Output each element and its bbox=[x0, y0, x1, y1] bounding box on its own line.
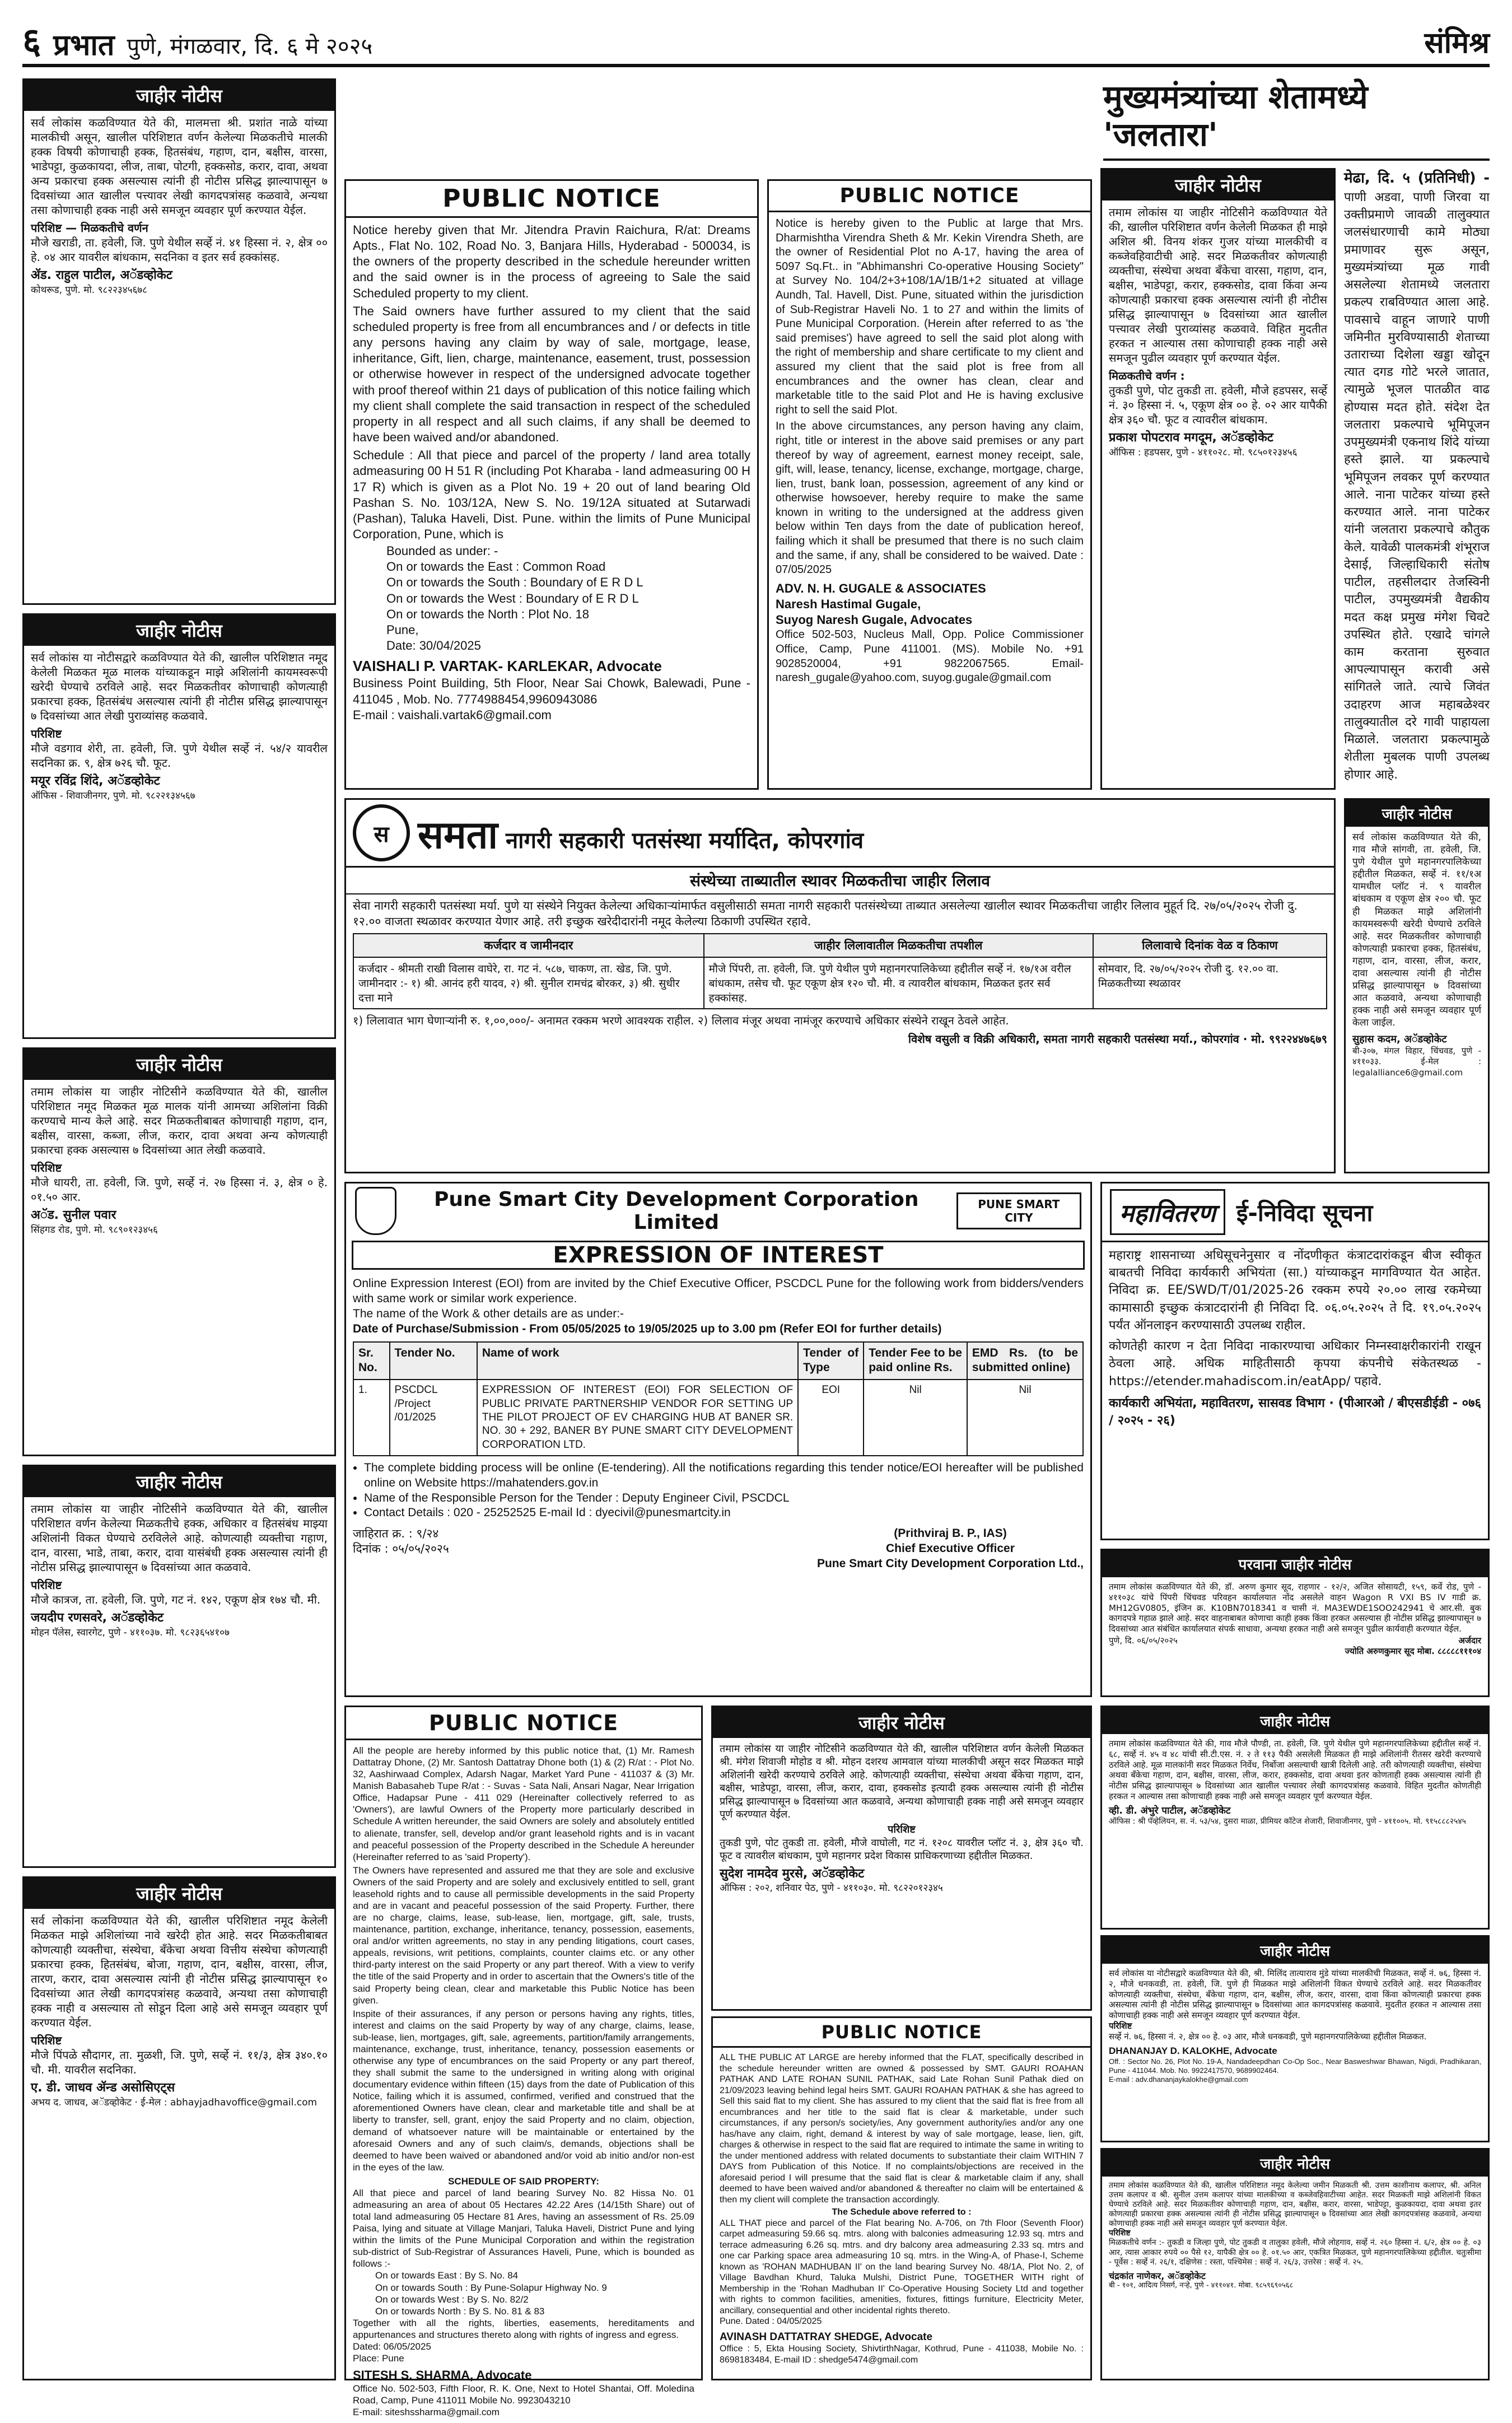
tender-dates: Date of Purchase/Submission - From 05/05/2025 to 19/05/2025 up to 3.00 pm (Refer EOI for further details) bbox=[353, 1322, 942, 1335]
signatory-org: Pune Smart City Development Corporation Ltd., bbox=[816, 1557, 1084, 1571]
public-notice-vartak bbox=[344, 179, 759, 790]
boundary-line: Bounded as under: - bbox=[386, 544, 498, 558]
col-header: कर्जदार व जामीनदार bbox=[353, 934, 704, 957]
pune-smart-city-logo: PUNE SMART CITY bbox=[956, 1192, 1081, 1229]
notice-title: जाहीर नोटीस bbox=[24, 615, 334, 646]
notice-right-3 bbox=[1100, 1706, 1490, 1930]
boundary-line: On or towards South : By Pune-Solapur Highway No. 9 bbox=[375, 2282, 607, 2293]
advocate-address: Off. : Sector No. 26, Plot No. 19-A, Nandadeepdhan Co-Op Soc., Near Basweshwar Bhawan, Nigdi, Pradhikaran, Pune - 411044. Mob. No. 9922417570, 9689902464. bbox=[1109, 2057, 1481, 2075]
brand-name: प्रभात bbox=[53, 29, 115, 62]
notice-title: जाहीर नोटीस bbox=[24, 80, 334, 111]
samata-footer: १) लिलावात भाग घेणाऱ्यांनी रु. १,००,०००/- अनामत रक्कम भरणे आवश्यक राहील. २) लिलाव मंजूर अथवा नामंजूर करण्याचे अधिकार संस्थेने राखून ठेवले आहेत. bbox=[353, 1013, 1009, 1027]
tender-intro-2: The name of the Work & other details are as under:- bbox=[353, 1307, 624, 1320]
advocate-name: Naresh Hastimal Gugale, bbox=[776, 597, 921, 611]
tender-bullet: • Name of the Responsible Person for the Tender : Deputy Engineer Civil, PSCDCL bbox=[364, 1491, 1084, 1506]
table-cell: मौजे पिंपरी, ता. हवेली, जि. पुणे येथील पुणे महानगरपालिकेच्या हद्दीतील सर्व्हे नं. १७/१अ वरील बांधकाम, तसेच चौ. फूट एकूण क्षेत्र १२० चौ. मी. व त्यावरील बांधकाम, मिळकत इतर सर्व हक्कांसह. bbox=[704, 957, 1093, 1009]
masthead bbox=[22, 22, 1490, 67]
advertisement-date: दिनांक : ०५/०५/२०२५ bbox=[353, 1542, 449, 1556]
notice-body-2: In the above circumstances, any person having any claim, right, title or interest in the above said premises or any part thereof by way of agreement, earnest money receipt, sale, gift, will, lease, tenancy, license, exchange, mortgage, charge, lien, trust, bank loan, possession, agreement of any kind or otherwise howsoever, hereby require to make the same known in writing to the undersigned at the address given below within Ten days from the date of publication hereof, failing which it shall be presumed that there is no such claim and the same, if any, shall be considered to be waived. Date : 07/05/2025 bbox=[776, 420, 1084, 576]
notice-body: ALL THE PUBLIC AT LARGE are hereby informed that the FLAT, specifically described in the schedule hereunder written are owned & possessed by SMT. GAURI ROAHAN PATHAK AND LATE ROHAN SUNIL PATHAK, said Late Rohan Sunil Pathak died on 21/09/2023 leaving behind legal heirs SMT. GAURI ROAHAN PATHAK & she has agreed to Sell this said flat to my client. She has assured to my client that the said flat is free from all encumbrances and her title to the said flat is clear & marketable, under such circumstances, if any person/s society/ies, Any government authority/ies and/or any one has/have any claim, right, demand & interest by way of sale mortgage, lease, lien, gift, charges & otherwise in respect to the said flat are required to intimate the same in writing to the under mentioned address with related documents to substantiate their claim WITHIN 7 DAYS from Publication of this Notice. If no complaints/objections are received in the aforesaid period I will presume that the said flat is clear & marketable claim if any, shall deemed to have been waived and/or abandoned & thereafter no claim will be entertained & then my client will complete the transaction accordingly. bbox=[720, 2053, 1084, 2205]
tender-bullets bbox=[364, 1461, 1084, 1521]
notice-right-5 bbox=[1100, 2148, 1490, 2380]
together-with: Together with all the rights, liberties, easements, hereditaments and appurtenances and structures thereto along with rights of ingress and egress. bbox=[353, 2317, 694, 2340]
notice-body: तमाम लोकांस या जाहीर नोटिसीने कळविण्यात येते की, खालील परिशिष्टात नमूद मिळकत मूळ मालक यांनी आमच्या अशिलांना विक्री करण्याचे मान्य केले आहे. सदर मिळकतीबाबत कोणाचाही गहाण, दान, बक्षीस, वारसा, कब्जा, लीज, करार, दावा अथवा अन्य कोणत्याही प्रकारचा हक्क असल्यास ७ दिवसांच्या आत लेखी कळवावे. bbox=[31, 1085, 328, 1157]
notice-title: जाहीर नोटीस bbox=[1102, 1707, 1488, 1734]
schedule-title: SCHEDULE OF SAID PROPERTY: bbox=[448, 2175, 599, 2187]
notice-body: Notice hereby given that Mr. Jitendra Pravin Raichura, R/at: Dreams Apts., Flat No. 102, Road No. 3, Banjara Hills, Hyderabad - 500034, is the owners of the property described in the schedule hereunder written and the said owner is in the process of agreeing to Sale the said Scheduled property to my client. bbox=[353, 223, 750, 300]
col-header: EMD Rs. (to be submitted online) bbox=[967, 1342, 1083, 1380]
notice-title: PUBLIC NOTICE bbox=[713, 2018, 1090, 2048]
table-cell: कर्जदार - श्रीमती राखी विलास वाघेरे, रा. गट नं. ५८७, चाकण, ता. खेड, जि. पुणे. जामीनदार :- १) श्री. आनंद हरी यादव, २) श्री. सुनील रामचंद्र बोरकर, ३) श्री. सुधीर दत्ता माने bbox=[353, 957, 704, 1009]
applicant-name: ज्योति अरुणकुमार सूद bbox=[1345, 1646, 1415, 1656]
notice-date: Dated: 06/05/2025 bbox=[353, 2341, 431, 2352]
tender-heading: EXPRESSION OF INTEREST bbox=[352, 1241, 1085, 1270]
boundary-line: On or towards the West : Boundary of E R D L bbox=[386, 591, 639, 605]
signatory-name: (Prithviraj B. P., IAS) bbox=[894, 1527, 1007, 1540]
advocate-name: मयूर रविंद्र शिंदे, अॅडव्होकेट bbox=[31, 774, 160, 788]
notice-body: तमाम लोकांस या जाहीर नोटिसीने कळविण्यात येते की, खालील परिशिष्टात वर्णन केलेली मिळकत ही माझे अशिल श्री. विनय शंकर गुजर यांच्या मालकीची व कब्जेवहिवाटीची आहे. सदर मिळकतीवर कोणत्याही व्यक्तीचा, संस्थेचा अथवा बँकेचा वारसा, गहाण, दान, बक्षीस, भाडेपट्टा, करार, हक्कसोड, दावा किंवा अन्य कोणत्याही प्रकारचा हक्क असल्यास त्यांनी ही नोटीस प्रसिद्ध झाल्यापासून ७ दिवसांच्या आत खालील पत्त्यावर लेखी पुराव्यांसह कळवावे. विहित मुदतीत हरकत न आल्यास तसा कोणाचाही हक्क नाही असे समजून पुढील व्यवहार पूर्ण करण्यात येईल. bbox=[1109, 206, 1327, 365]
story-headline-area bbox=[1103, 78, 1490, 162]
schedule-text: मौजे पिंपळे सौदागर, ता. मुळशी, जि. पुणे, सर्व्हे नं. ११/३, क्षेत्र ३४०.१० चौ. मी. यावरील सदनिका. bbox=[31, 2048, 328, 2076]
notice-body: तमाम लोकांस कळविण्यात येते की, गाव मौजे पौण्डी, ता. हवेली, जि. पुणे येथील पुणे महानगरपालिकेच्या हद्दीतील सर्व्हे नं. ६८, सर्व्हे नं. ४५ व ४८ यांची सी.टी.एस. नं. २ ते ११३ पैकी असलेली मिळकत ही माझे अशिलांनी रीतसर खरेदी करण्याचे ठरविले आहे. मूळ मालकांनी सदर मिळकत निर्वेध, निर्बोजा असल्याची खात्री दिलेली आहे. तरी कोणत्याही व्यक्तीचा, संस्थेचा अथवा बँकेचा गहाण, दान, बक्षीस, वारसा, लीज, करार, हक्कसोड, दावा अथवा इतर कोणताही हक्क असल्यास त्यांनी ही नोटीस प्रसिद्ध झाल्यापासून ७ दिवसांच्या आत खालील पत्त्यावर लेखी कागदपत्रांसह कळवावे. विहित मुदतीत कोणतीही हरकत न आल्यास तसा कोणाचाही हक्क नाही असे समजून व्यवहार पूर्ण करण्यात येईल. bbox=[1109, 1739, 1481, 1801]
etender-title: ई-निविदा सूचना bbox=[1236, 1199, 1373, 1227]
notice-right-4 bbox=[1100, 1935, 1490, 2142]
samata-auction-notice bbox=[344, 798, 1336, 1173]
notice-body-2: The Said owners have further assured to my client that the said scheduled property is free from all encumbrances and / or defects in title any persons having any claim by way of sale, mortgage, lease, inheritance, Gift, lien, charge, maintenance, easement, trust, possession or otherwise however in respect of the undersigned advocate together with proof thereof within 21 days of publication of this notice failing which my client shall complete the said transaction in respect of the scheduled property in all respect and all such claims, if any shall be deemed to have been waived and/or abandoned. bbox=[353, 304, 750, 445]
notice-title: जाहीर नोटीस bbox=[1102, 170, 1334, 201]
advocate-address: ऑफिस : श्री पॅव्हेलियन, स. नं. ५३/५४, दुसरा माळा, प्रीमियर कॉटेज शेजारी, शिवाजीनगर, पुणे - ४११००५. मो. ९१५८८८२५४५ bbox=[1109, 1816, 1466, 1826]
notice-col1-5 bbox=[22, 1876, 336, 2380]
advocate-name: VAISHALI P. VARTAK- KARLEKAR, Advocate bbox=[353, 658, 662, 675]
schedule-text: मिळकतीचे वर्णन :- तुकडी व जिल्हा पुणे, पोट तुकडी व तालुका हवेली, मौजे लोहगाव, सर्व्हे नं. २६० हिस्सा नं. ६/२, क्षेत्र ०० हे. ०३ आर, त्यास आकार रुपये ०० पैसे १२, यापैकी क्षेत्र ०० हे. ०१.५० आर, एकत्रित मिळकत, पुणे महानगरपालिकेच्या हद्दीतील. चतुःसीमा - पूर्वेस : सर्व्हे नं. २६/१, दक्षिणेस : रस्ता, पश्चिमेस : सर्व्हे नं. २६/३, उत्तरेस : सर्व्हे नं. २५. bbox=[1109, 2238, 1481, 2267]
notice-body: तमाम लोकांस या जाहीर नोटिसीने कळविण्यात येते की, खालील परिशिष्टात वर्णन केलेल्या मिळकतीचे हक्क, अधिकार व हितसंबंध माझ्या अशिलांनी विकत घेण्याचे ठरविलेले आहे. कोणत्याही व्यक्तीचा गहाण, दान, वारसा, भाडे, ताबा, करार, दावा यासंबंधी हक्क असल्यास त्यांनी ही नोटीस प्रसिद्ध झाल्यापासून ७ दिवसांच्या आत कळवावे. bbox=[31, 1502, 328, 1574]
schedule-text: मौजे धायरी, ता. हवेली, जि. पुणे, सर्व्हे नं. २७ हिस्सा नं. ३, क्षेत्र ० हे. ०१.५० आर. bbox=[31, 1176, 328, 1204]
etender-contact: कार्यकारी अभियंता, महावितरण, सासवड विभाग · (पीआरओ / बीएसडीईडी - ०७६ / २०२५ - २६) bbox=[1109, 1396, 1481, 1428]
tender-intro: Online Expression Interest (EOI) from are invited by the Chief Executive Officer, PSCDCL Pune for the following work from bidders/venders with same work or similar work experience. bbox=[353, 1277, 1084, 1305]
boundary-line: On or towards North : By S. No. 81 & 83 bbox=[375, 2305, 545, 2317]
notice-body: सर्व लोकांस कळविण्यात येते की, मालमत्ता श्री. प्रशांत नाळे यांच्या मालकीची असून, खालील परिशिष्टात वर्णन केलेल्या मिळकतीचे मालकी हक्क विषयी कोणाचाही हक्क, हितसंबंध, गहाण, दान, बक्षीस, वारसा, भाडेपट्टा, कुळकायदा, लीज, ताबा, पोटगी, हक्कसोड, करार, दावा, अथवा अन्य प्रकारचा हक्क असल्यास त्यांनी ही नोटीस प्रसिद्ध झाल्यापासून ७ दिवसांच्या आत खालील पत्त्यावर लेखी कागदपत्रांसह कळवावे, अन्यथा तसा कोणाचाही हक्क नाही असे समजून व्यवहार पूर्ण करण्यात येईल. bbox=[31, 116, 328, 217]
table-cell: Nil bbox=[967, 1380, 1083, 1456]
etender-body: महाराष्ट्र शासनाच्या अधिसूचनेनुसार व नोंदणीकृत कंत्राटदारांकडून बीज स्वीकृत बाबतची निविदा कार्यकारी अभियंता (सा.) यांच्याकडून मागविण्यात येत आहेत. निविदा क्र. EE/SWD/T/01/2025-26 रक्कम रुपये २०.०० लाख रकमेच्या कामासाठी इच्छुक कंत्राटदारांनी ही निविदा दि. ०६.०५.२०२५ ते दि. १९.०५.२०२५ पर्यंत ऑनलाइन करण्यासाठी उपलब्ध राहील. bbox=[1109, 1248, 1481, 1332]
schedule-title: परिशिष्ट bbox=[31, 1161, 62, 1175]
notice-title: PUBLIC NOTICE bbox=[769, 181, 1090, 212]
notice-c3-1 bbox=[711, 1706, 1092, 2011]
schedule-title: परिशिष्ट bbox=[888, 1824, 916, 1836]
schedule-text: मौजे वडगाव शेरी, ता. हवेली, जि. पुणे येथील सर्व्हे नं. ५४/२ यावरील सदनिका क्र. ९, क्षेत्र ७२६ चौ. फूट. bbox=[31, 742, 328, 770]
notice-place-date: Pune. Dated : 04/05/2025 bbox=[720, 2317, 822, 2327]
notice-title: जाहीर नोटीस bbox=[1102, 2150, 1488, 2177]
notice-body-2: The Owners have represented and assured me that they are sole and exclusive Owners of the said Property and are solely and exclusively entitled to sell, grant leasehold rights and to cause all permissible developments in the said Property and are in vacant and peaceful possession of the said Property. Further, there are no charge, claims, lease, sub-lease, lien, mortgage, gift, sale, trusts, maintenance, partition, exchange, inheritance, tenancy, possession, easements, oral and/or written agreements, no stay in any pending litigations, court cases, appeals, revisions, writ petitions, complaints, counter claims etc. or any other third-party interest on the said Property or any part thereof. With a view to verify the title of the said Property and in order to ascertain that the Owners's title of the said Property being clean, clear and marketable this Public Notice has been given. bbox=[353, 1865, 694, 2006]
schedule-title: परिशिष्ट bbox=[31, 2034, 62, 2047]
notice-title: जाहीर नोटीस bbox=[24, 1878, 334, 1909]
boundary-line: On or towards the South : Boundary of E R D L bbox=[386, 575, 643, 590]
table-cell: 1. bbox=[353, 1380, 390, 1456]
advocate-name: जयदीप रणसवरे, अॅडव्होकेट bbox=[31, 1611, 164, 1625]
tender-bullet: • Contact Details : 020 - 25252525 E-mail Id : dyecivil@punesmartcity.in bbox=[364, 1506, 1084, 1521]
notice-place: Place: Pune bbox=[353, 2352, 404, 2364]
advocate-email: E-mail : adv.dhananjaykalokhe@gmail.com bbox=[1109, 2075, 1248, 2084]
advocate-name: व्ही. डी. अंभुरे पाटील, अॅडव्होकेट bbox=[1109, 1805, 1231, 1816]
advocate-name: चंद्रकांत नाणेकर, अॅडव्होकेट bbox=[1109, 2270, 1206, 2281]
public-notice-gugale bbox=[767, 179, 1092, 790]
schedule-title: परिशिष्ट bbox=[31, 727, 62, 740]
table-cell: Nil bbox=[864, 1380, 967, 1456]
notice-place-date: पुणे, दि. ०६/०५/२०२५ bbox=[1109, 1635, 1178, 1646]
advocate-address: Office : 5, Ekta Housing Society, ShivtirthNagar, Kothrud, Pune - 411038, Mobile No. : 8698183484, E-mail ID : shedge5474@gmail.com bbox=[720, 2344, 1084, 2365]
schedule-title: परिशिष्ट bbox=[1109, 2229, 1131, 2238]
notice-title: जाहीर नोटीस bbox=[1346, 800, 1488, 827]
section-name: संमिश्र bbox=[1424, 26, 1490, 60]
schedule-title: परिशिष्ट — मिळकतीचे वर्णन bbox=[31, 221, 148, 235]
signatory-title: Chief Executive Officer bbox=[886, 1542, 1015, 1555]
boundary-line: On or towards the East : Common Road bbox=[386, 560, 606, 574]
etender-body-2: कोणतेही कारण न देता निविदा नाकारण्याचा अधिकार निम्नस्वाक्षरीकारांनी राखून ठेवला आहे. अधिक माहितीसाठी कृपया कंपनीचे संकेतस्थळ - https://etender.mahadiscom.in/eatApp/ पहावे. bbox=[1109, 1339, 1481, 1388]
advocate-name: सुदेश नामदेव मुरसे, अॅडव्होकेट bbox=[720, 1866, 865, 1881]
samata-signature: विशेष वसुली व विक्री अधिकारी, समता नागरी सहकारी पतसंस्था मर्या., कोपरगांव · मो. ९९२२४४७६७९ bbox=[908, 1032, 1327, 1046]
advocate-address: Business Point Building, 5th Floor, Near Sai Chowk, Balewadi, Pune - 411045 , Mob. No. 7774988454,9960943086 bbox=[353, 676, 750, 706]
tender-logo-row bbox=[346, 1183, 1090, 1238]
tender-table bbox=[353, 1341, 1084, 1456]
notice-body: सर्व लोकांस कळविण्यात येते की, गाव मौजे सांगवी, ता. हवेली, जि. पुणे येथील पुणे महानगरपालिकेच्या हद्दीतील मिळकत, सर्व्हे नं. ११/१अ यामधील प्लॉट नं. ९ यावरील बांधकाम व एकूण क्षेत्र २०० चौ. फूट ही मिळकत माझे अशिलांनी कायमस्वरूपी खरेदी घेण्याचे ठरविले आहे. सदर मिळकतीवर कोणाचाही कोणत्याही प्रकारचा हक्क, हितसंबंध, गहाण, दान, वारसा, लीज, करार, दावा असल्यास त्यांनी ही नोटीस प्रसिद्ध झाल्यापासून ७ दिवसांच्या आत कळवावे, अन्यथा कोणाचाही हक्क नाही असे समजून व्यवहार पूर्ण केला जाईल. bbox=[1352, 832, 1481, 1029]
story-column bbox=[1344, 168, 1490, 790]
advocate-address: ऑफिस : २०२, शनिवार पेठ, पुणे - ४११०३०. मो. ९८२२०१२३४५ bbox=[720, 1883, 943, 1894]
samata-intro: सेवा नागरी सहकारी पतसंस्था मर्या. पुणे या संस्थेने नियुक्त केलेल्या अधिकाऱ्यांमार्फत वसुलीसाठी समता नागरी सहकारी पतसंस्थेच्या ताब्यात असलेल्या खालील स्थावर मिळकतीचा जाहीर लिलाव मुहूर्त दि. २७/०५/२०२५ रोजी दु. १२.०० वाजता स्थळावर करण्यात येणार आहे. तरी इच्छुक खरेदीदारांनी नमूद केलेल्या ठिकाणी उपस्थित रहावे. bbox=[353, 899, 1298, 929]
boundary-line: On or towards the North : Plot No. 18 bbox=[386, 607, 589, 621]
notice-title: जाहीर नोटीस bbox=[24, 1466, 334, 1497]
notice-col1-3 bbox=[22, 1047, 336, 1456]
schedule-text: Schedule : All that piece and parcel of the property / land area totally admeasuring 00 H 51 R (including Pot Kharaba - land admeasuring 00 H 17 R) which is given as a Plot No. 19 + 20 out of land bearing Old Pashan S. No. 103/12A, New S. No. 19/12A situated at Sutarwadi (Pashan), Taluka Haveli, Dist. Pune. within the limits of Pune Municipal Corporation, Pune, which is bbox=[353, 448, 750, 541]
notice-body: All the people are hereby informed by this public notice that, (1) Mr. Ramesh Dattatray Dhone, (2) Mr. Santosh Dattatray Dhone both (1) & (2) R/at : - Plot No. 32, Aashirwaad Complex, Adarsh Nagar, Market Yard Pune - 411037 & (3) Mr. Manish Babasaheb Tupe R/at : - Suvas - Sata Nali, Ansari Nagar, Near Irrigation Office, Hadapsar Pune - 411 029 (Hereinafter collectively referred to as 'Owners'), are lawful Owners of the Property more particularly described in Schedule A written hereunder, the said Owners are solely and absolutely entitled to alienate, transfer, sell, develop and/or grant leasehold rights and is in vacant and peaceful possession of the Property described in the Schedule A hereunder (Hereinafter referred to as 'said Property'). bbox=[353, 1745, 694, 1862]
notice-body: तमाम लोकांस कळविण्यात येते की, खालील परिशिष्टात नमूद केलेल्या जमीन मिळकती श्री. उत्तम काशीनाथ कलापर, श्री. अनिल उत्तम कलापर व श्री. सुनील उत्तम कलापर यांच्या मालकीच्या व कब्जेवहिवाटीच्या आहेत. सदर मिळकती माझे अशिलांनी विकत घेण्याचे ठरविले आहे. सदर मिळकतीवर कोणाचाही गहाण, दान, बक्षीस, करार, वारसा, भाडेपट्टा, कुळकायदा, दावा अथवा इतर कोणत्याही प्रकारचा हक्क असल्यास त्यांनी ही नोटीस प्रसिद्ध झाल्यापासून ७ दिवसांच्या आत लेखी कागदपत्रांसह कळवावे, अन्यथा कोणाचाही हक्क नाही असे समजून व्यवहार पूर्ण करण्यात येईल. bbox=[1109, 2181, 1481, 2229]
advocate-name: सुहास कदम, अॅडव्होकेट bbox=[1352, 1033, 1447, 1045]
advocate-name: DHANANJAY D. KALOKHE, Advocate bbox=[1109, 2045, 1277, 2057]
license-notice bbox=[1100, 1549, 1490, 1697]
advocate-address: अभय द. जाधव, अॅडव्होकेट · ई-मेल : abhayjadhavoffice@gmail.com bbox=[31, 2096, 318, 2108]
notice-title: परवाना जाहीर नोटीस bbox=[1102, 1550, 1488, 1577]
notice-col1-2 bbox=[22, 613, 336, 1039]
schedule-text: तुकडी पुणे, पोट तुकडी ता. हवेली, मौजे वाघोली, गट नं. १२०८ यावरील प्लॉट नं. ३, क्षेत्र ३६० चौ. फूट व त्यावरील बांधकाम, पुणे महानगर प्रदेश विकास प्राधिकरणाच्या हद्दीतील मिळकत. bbox=[720, 1837, 1084, 1862]
col-header: Sr. No. bbox=[353, 1342, 390, 1380]
notice-title: PUBLIC NOTICE bbox=[346, 1707, 701, 1740]
notice-title: PUBLIC NOTICE bbox=[346, 181, 757, 218]
notice-body: सर्व लोकांस या नोटीसद्वारे कळविण्यात येते की, खालील परिशिष्टात नमूद केलेली मिळकत मूळ मालक यांच्याकडून माझे अशिलांनी कायमस्वरूपी खरेदी घेण्याचे ठरविले आहे. सदर मिळकतीवर कोणाचाही कोणत्याही प्रकारचा हक्क, हितसंबंध असल्यास त्यांनी ही नोटीस प्रसिद्ध झाल्यापासून ७ दिवसांच्या आत लेखी पुराव्यांसह कळवावे. bbox=[31, 651, 328, 723]
notice-body: तमाम लोकांस कळविण्यात येते की, डॉ. अरुण कुमार सूद, राहणार - १२/२, अजित सोसायटी, १५९, कर्वे रोड, पुणे - ४११०३८ यांचे पिंपरी चिंचवड परिवहन कार्यालयात नोंद असलेले वाहन Wagon R VXI BS IV गाडी क्र. MH12GV0805, इंजिन क्र. K10BN7018341 व चासी नं. MA3EWDE1SOO242941 चे आर.सी. बुक कागदपत्रे गहाळ झाले आहे. सदर वाहनाबाबत कोणाचा काही हक्क किंवा हरकत असल्यास ही नोटीस प्रसिद्ध झाल्यापासून ७ दिवसांच्या आत संबंधित कार्यालयात संपर्क साधावा, अन्यथा हरकत नाही असे समजून पुढील कार्यवाही करण्यात येईल. bbox=[1109, 1582, 1481, 1634]
samata-name-rest: नागरी सहकारी पतसंस्था मर्यादित, कोपरगांव bbox=[505, 827, 864, 854]
mahavitaran-logo: महावितरण bbox=[1110, 1189, 1225, 1235]
schedule-text: All that piece and parcel of land bearing Survey No. 82 Hissa No. 01 admeasuring an area of about 05 Hectares 42.22 Ares (14/15th Share) out of total land admeasuring 05 Hectare 81 Ares, having an assessment of Rs. 25.09 Paisa, lying and situate at Village Manjari, Taluka Haveli, District Pune and lying within the limits of the Pune Municipal Corporation and within the registration sub-district of Sub-Registrar of Assurances Haveli, Pune, which is bounded as follows :- bbox=[353, 2187, 694, 2270]
applicant-mobile: मोबा. ८८८८८१११०४ bbox=[1417, 1646, 1481, 1656]
page-number: ६ bbox=[22, 21, 41, 62]
col-header: लिलावाचे दिनांक वेळ व ठिकाण bbox=[1093, 934, 1327, 957]
advocate-email: E-mail : vaishali.vartak6@gmail.com bbox=[353, 707, 552, 722]
applicant-label: अर्जदार bbox=[1458, 1635, 1481, 1646]
mahavitaran-etender bbox=[1100, 1182, 1490, 1540]
schedule-title: मिळकतीचे वर्णन : bbox=[1109, 369, 1185, 383]
boundary-line: On or towards East : By S. No. 84 bbox=[375, 2270, 519, 2281]
notice-right-1 bbox=[1344, 798, 1490, 1173]
schedule-text: मौजे कात्रज, ता. हवेली, जि. पुणे, गट नं. १४२, एकूण क्षेत्र १७४ चौ. मी. bbox=[31, 1593, 321, 1606]
col-header: Tender of Type bbox=[798, 1342, 864, 1380]
story-text-2: संदेश देत जलतारा प्रकल्पाचे भूमिपूजन उपमुख्यमंत्री एकनाथ शिंदे यांच्या हस्ते झाले. या प्रकल्पाचे भूमिपूजन लवकर पूर्ण करण्यात आले. नाना पाटेकर यांच्या हस्ते करण्यात आले. नाना पाटेकर यांनी जलतारा प्रकल्पाचे कौतुक केले. यावेळी पालकमंत्री शंभूराज देसाई, जिल्हाधिकारी संतोष पाटील, तहसीलदार तेजस्विनी पाटील, उपमुख्यमंत्री वैद्यकीय मदत कक्ष प्रमुख मंगेश चिवटे उपस्थित होते. एखादे चांगले काम करताना सुरुवात आपल्यापासून करावी असे सांगितले जाते. त्याचे जिवंत उदाहरण आज महाबळेश्वर तालुक्यातील दरे गावी पाहायला मिळाले. जलतारा प्रकल्पामुळे शेतीला मुबलक पाणी उपलब्ध होणार आहे. bbox=[1344, 400, 1490, 782]
advocate-address: सिंहगड रोड, पुणे. मो. ९८९०१२३४५६ bbox=[31, 1224, 158, 1236]
notice-col1-4 bbox=[22, 1465, 336, 1868]
advocate-address: ऑफिस : हडपसर, पुणे - ४११०२८. मो. ९८५०१२३४५६ bbox=[1109, 446, 1298, 458]
notice-title: जाहीर नोटीस bbox=[1102, 1937, 1488, 1964]
schedule-title: परिशिष्ट bbox=[31, 1578, 62, 1592]
schedule-title: परिशिष्ट bbox=[1109, 2020, 1132, 2031]
table-cell: सोमवार, दि. २७/०५/२०२५ रोजी दु. १२.०० वा. मिळकतीच्या स्थळावर bbox=[1093, 957, 1327, 1009]
public-notice-sharma bbox=[344, 1706, 703, 2418]
advocate-name: ए. डी. जाधव ॲन्ड असोसिएट्स bbox=[31, 2081, 175, 2095]
advocate-address: ऑफिस - शिवाजीनगर, पुणे. मो. ९८२२१३४५६७ bbox=[31, 790, 195, 802]
schedule-text: सर्व्हे नं. ७६, हिस्सा नं. २, क्षेत्र ०० हे. ०३ आर, मौजे धनकवडी, पुणे महानगरपालिकेच्या हद्दीतील मिळकत. bbox=[1109, 2031, 1427, 2042]
headline-rule bbox=[1103, 159, 1490, 161]
advocate-name: ॲड. राहुल पाटील, अॅडव्होकेट bbox=[31, 268, 172, 282]
table-cell: PSCDCL /Project /01/2025 bbox=[390, 1380, 477, 1456]
notice-title: जाहीर नोटीस bbox=[24, 1049, 334, 1080]
advocate-name: AVINASH DATTATRAY SHEDGE, Advocate bbox=[720, 2331, 933, 2343]
advocate-name: अॅड. सुनील पवार bbox=[31, 1208, 116, 1222]
boundary-line: Date: 30/04/2025 bbox=[386, 639, 481, 653]
advocate-name: प्रकाश पोपटराव मगदूम, अॅडव्होकेट bbox=[1109, 431, 1273, 445]
notice-body: सर्व लोकांस या नोटीसद्वारे कळविण्यात येते की, श्री. मिलिंद तात्याराव मुंडे यांच्या मालकीची मिळकत, सर्व्हे नं. ७६, हिस्सा नं. २, मौजे धनकवडी, ता. हवेली, जि. पुणे ही मिळकत माझे अशिलांनी विकत घेण्याचे ठरविले आहे. सदर मिळकतीवर कोणत्याही व्यक्तीचा, संस्थेचा, बँकेचा गहाण, दान, बक्षीस, लीज, करार, वारसा, दावा किंवा कोणत्याही प्रकारचा हक्क असल्यास त्यांनी ही नोटीस प्रसिद्ध झाल्यापासून ७ दिवसांच्या आत कागदपत्रांसह कळवावे. मुदतीत हरकत न आल्यास तसा कोणाचाही हक्क नाही असे समजून व्यवहार पूर्ण करण्यात येईल. bbox=[1109, 1968, 1481, 2020]
col-header: जाहीर लिलावातील मिळकतीचा तपशील bbox=[704, 934, 1093, 957]
notice-body-3: Inspite of their assurances, if any person or persons having any rights, titles, interest and claims on the said Property by way of any charge, claims, lease, sub-lease, lien, mortgages, gift, sale, agreements, partition/family arrangements, maintenance, exchange, trust, inheritance, tenancy, possession easements or otherwise any type of encumbrances on the said Property or any part thereof, they shall submit the same to the undersigned in writing along with original documentary evidence within fifteen (15) days from the date of Publication of this Notice, failing which it is assumed, confirmed, verified and construed that the aforementioned Owners have clean, clear and marketable title and shall be at liberty to transfer, sell, grant, enjoy the said Property and no claim, objection, demand of whatsoever nature will be maintainable or entertained by the aforesaid Owners and any of such claim/s, demands, objections shall be deemed to have been waived or abandoned and/or void ab initio and/or non-est in the eyes of the law. bbox=[353, 2008, 694, 2173]
advertisement-number: जाहिरात क्र. : ९/२४ bbox=[353, 1527, 439, 1541]
notice-body: Notice is hereby given to the Public at large that Mrs. Dharmishtha Virendra Sheth & Mr. Kekin Virendra Sheth, are the owner of Residential Plot no A-17, having the area of 5097 Sq.Ft.. in "Abhimanshri Co-operative Housing Society" at Survey No. 104/2+3+108/1A/1B/1+2 situated at village Aundh, Tal. Havell, Dist. Pune, situated within the jurisdiction of Sub-Registrar Haveli No. 1 to 27 and within the limits of Pune Municipal Corporation. (Herein after referred to as 'the said premises') have agreed to sell the said plot along with the right of membership and share certificate to my client and assured my client that the said plot is free from all encumbrances and the owner has clean, clear and marketable title to the said Plot and He is having exclusive right to sell the said Plot. bbox=[776, 217, 1084, 416]
advocate-address: मोहन पॅलेस, स्वारगेट, पुणे - ४११०३७. मो. ९८२३६५४१०७ bbox=[31, 1627, 230, 1638]
notice-mid bbox=[1100, 168, 1336, 790]
advocate-name-2: Suyog Naresh Gugale, Advocates bbox=[776, 613, 973, 627]
notice-body: तमाम लोकांस या जाहीर नोटिसीने कळविण्यात येते की, खालील परिशिष्टात वर्णन केलेली मिळकत श्री. मंगेश शिवाजी मोहोड व श्री. मोहन दशरथ आमवाल यांच्या मालकीची असून सदर मिळकत माझे अशिलांनी खरेदी करण्याचे ठरविले आहे. कोणत्याही व्यक्तीचा, संस्थेचा अथवा बँकेचा गहाण, दान, बक्षीस, भाडेपट्टा, वारसा, लीज, करार, दावा, हक्कसोड इत्यादी हक्क असल्यास त्यांनी ही नोटीस प्रसिद्ध झाल्यापासून ७ दिवसांच्या आत कळवावे, अन्यथा कोणाचाही हक्क नाही असे समजून व्यवहार पूर्ण करण्यात येईल. bbox=[720, 1743, 1084, 1820]
samata-header bbox=[346, 800, 1334, 868]
samata-table bbox=[353, 933, 1327, 1009]
advocate-address: Office 502-503, Nucleus Mall, Opp. Police Commissioner Office, Camp, Pune 411001. (MS). Mobile No. +91 9028520004, +91 9822067565. Email- naresh_gugale@yahoo.com, suyog.gugale@gmail.com bbox=[776, 628, 1084, 684]
schedule-text: तुकडी पुणे, पोट तुकडी ता. हवेली, मौजे हडपसर, सर्व्हे नं. ३० हिस्सा नं. ५, एकूण क्षेत्र ०० हे. ०२ आर यापैकी क्षेत्र ३६० चौ. फूट व त्यावरील बांधकाम. bbox=[1109, 384, 1327, 426]
advocate-address: बी-३०७, मंगल विहार, चिंचवड, पुणे - ४११०३३. ई-मेल : legalalliance6@gmail.com bbox=[1352, 1045, 1481, 1078]
tender-org: Pune Smart City Development Corporation Limited bbox=[434, 1188, 919, 1234]
dateline: पुणे, मंगळवार, दि. ६ मे २०२५ bbox=[127, 34, 373, 59]
mahavitaran-header bbox=[1102, 1183, 1488, 1242]
samata-name: समता bbox=[418, 813, 498, 858]
firm-name: ADV. N. H. GUGALE & ASSOCIATES bbox=[776, 581, 986, 595]
samata-subtitle: संस्थेच्या ताब्यातील स्थावर मिळकतीचा जाहीर लिलाव bbox=[346, 868, 1334, 894]
boundary-line: On or towards West : By S. No. 82/2 bbox=[375, 2294, 529, 2305]
boundaries bbox=[353, 543, 750, 654]
public-notice-shedge bbox=[711, 2016, 1092, 2380]
schedule-text: ALL THAT piece and parcel of the Flat bearing No. A-706, on 7th Floor (Seventh Floor) carpet admeasuring 59.66 sq. mtrs. along with balconies admeasuring 12.93 sq. mtrs and terrace admeasuring 6.26 sq. mtrs. and dry balcony area admeasuring 2.33 sq. mtrs and one car Parking space area admeasuring 10 sq. mtrs. in the Wing-A, of Phase-I, Scheme known as 'ROHAN MADHUBAN II' on the land bearing Survey No. 48/1A, Plot No. 2, of Village Bavdhan Khurd, Taluka Mulshi, District Pune, TOGETHER WITH right of Membership in the 'Rohan Madhuban II' Co-Operative Housing Society Ltd and together with rights to common facilities, amenities, fixtures, fittings furniture, Electricity Meter, ancillary, consequential and other incidental rights thereto. bbox=[720, 2218, 1084, 2315]
notice-col1-1 bbox=[22, 78, 336, 605]
story-dateline: मेढा, दि. ५ (प्रतिनिधी) - bbox=[1344, 170, 1490, 187]
masthead-left bbox=[22, 15, 372, 64]
pscdcl-eoi-tender bbox=[344, 1182, 1092, 1697]
advocate-name: SITESH S. SHARMA, Advocate bbox=[353, 2368, 532, 2383]
advocate-address: कोथरूड, पुणे. मो. ९८२२३४५६७८ bbox=[31, 284, 147, 296]
col-header: Tender No. bbox=[390, 1342, 477, 1380]
story-text-1: पाणी अडवा, पाणी जिरवा या उक्तीप्रमाणे जावळी तालुक्यात जलसंधारणाची कामे मोठ्या प्रमाणावर सुरू असून, मुख्यमंत्र्यांच्या मूळ गावी असलेल्या शेतामध्ये जलतारा प्रकल्प राबविण्यात आला आहे. पावसाचे वाहून जाणारे पाणी जमिनीत मुरविण्यासाठी शेताच्या उताराच्या दिशेला खड्डा खोदून त्यात दगड गोटे भरले जातात, त्यामुळे भूजल पातळीत वाढ होण्यास मदत होते. bbox=[1344, 190, 1490, 414]
boundary-line: Pune, bbox=[386, 622, 419, 637]
advocate-email: E-mail: siteshssharma@gmail.com bbox=[353, 2407, 500, 2418]
notice-title: जाहीर नोटीस bbox=[713, 1707, 1090, 1738]
table-cell: EXPRESSION OF INTEREST (EOI) FOR SELECTION OF PUBLIC PRIVATE PARTNERSHIP VENDOR FOR SETTING UP THE PILOT PROJECT OF EV CHARGING HUB AT BANER SR. NO. 30 + 292, BANER BY PUNE SMART CITY DEVELOPMENT CORPORATION LTD. bbox=[477, 1380, 798, 1456]
advocate-address: बी - १०१, आदित्य निसर्ग, नऱ्हे, पुणे - ४११०४१. मोबा. ९८५९६९०५६८ bbox=[1109, 2281, 1294, 2290]
schedule-text: मौजे खराडी, ता. हवेली, जि. पुणे येथील सर्व्हे नं. ४१ हिस्सा नं. २, क्षेत्र ०० हे. ०४ आर यावरील बांधकाम, सदनिका व इतर सर्व हक्कांसह. bbox=[31, 236, 328, 264]
notice-body: सर्व लोकांना कळविण्यात येते की, खालील परिशिष्टात नमूद केलेली मिळकत माझे अशिलांच्या नावे खरेदी होत आहे. सदर मिळकतीबाबत कोणत्याही व्यक्तीचा, संस्थेचा, बँकेचा अथवा वित्तीय संस्थेचा कोणत्याही प्रकारचा हक्क, हितसंबंध, बोजा, गहाण, दान, बक्षीस, वारसा, लीज, तारण, करार, दावा असल्यास त्यांनी ही नोटीस प्रसिद्ध झाल्यापासून १० दिवसांच्या आत लेखी कागदपत्रांसह कळवावे, अन्यथा तसा कोणाचाही हक्क नाही व असल्यास तो सोडून दिला आहे असे समजून व्यवहार पूर्ण करण्यात येईल. bbox=[31, 1914, 328, 2029]
advocate-address: Office No. 502-503, Fifth Floor, R. K. One, Next to Hotel Shantai, Off. Moledina Road, Camp, Pune 411011 Mobile No. 9923043210 bbox=[353, 2383, 694, 2406]
tender-bullet: • The complete bidding process will be online (E-tendering). All the notifications regarding this tender notice/EOI hereafter will be published online on Website https://mahatenders.gov.in bbox=[364, 1461, 1084, 1491]
samata-logo: स bbox=[353, 804, 410, 861]
table-cell: EOI bbox=[798, 1380, 864, 1456]
state-emblem-icon bbox=[355, 1187, 396, 1235]
col-header: Tender Fee to be paid online Rs. bbox=[864, 1342, 967, 1380]
col-header: Name of work bbox=[477, 1342, 798, 1380]
schedule-title: The Schedule above referred to : bbox=[832, 2207, 972, 2217]
story-headline: मुख्यमंत्र्यांच्या शेतामध्ये 'जलतारा' bbox=[1103, 78, 1368, 153]
